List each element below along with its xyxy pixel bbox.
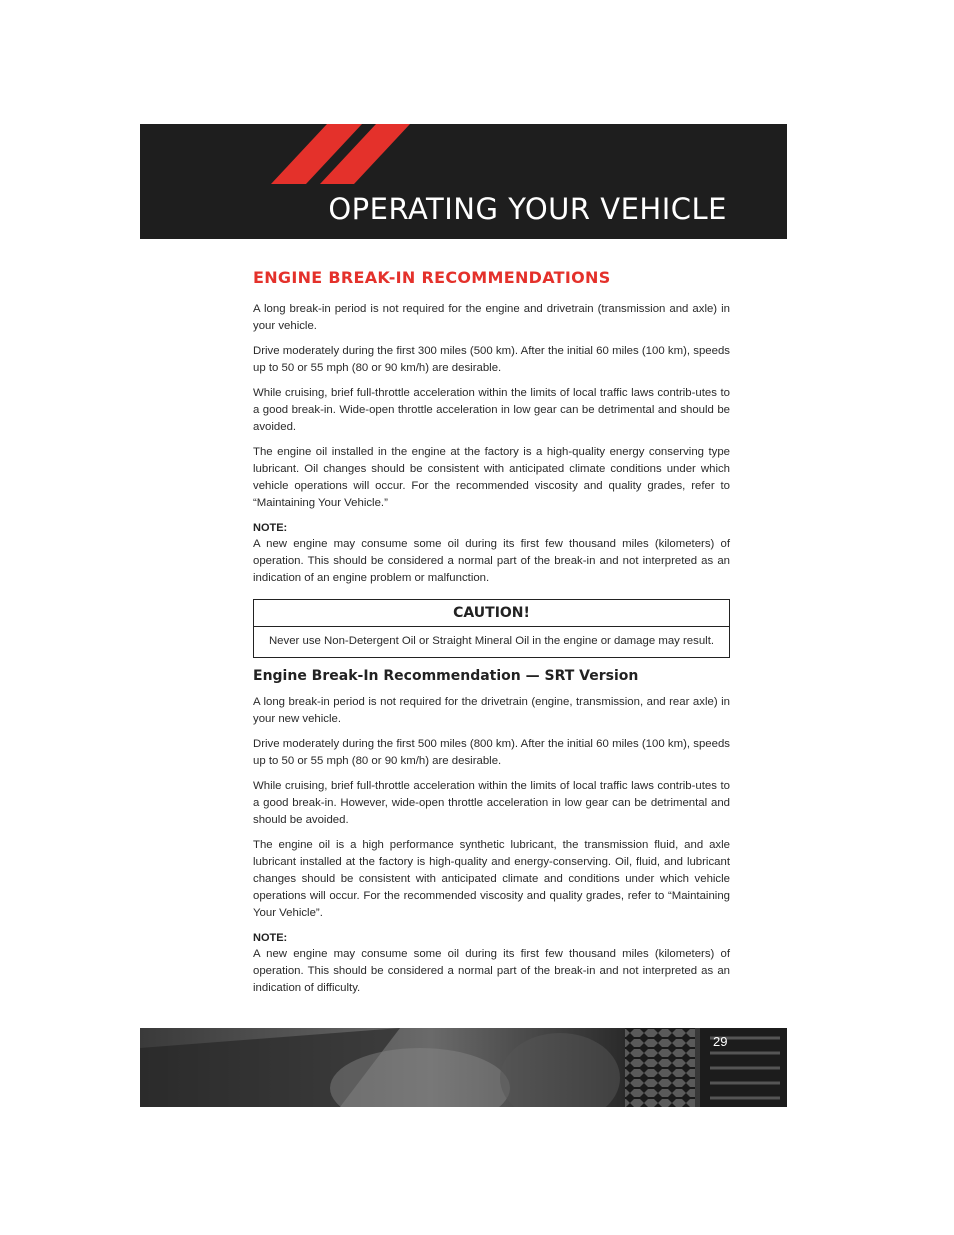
note-label: NOTE: [253, 932, 288, 944]
footer-background-image [140, 1028, 787, 1107]
chapter-title: OPERATING YOUR VEHICLE [328, 192, 727, 226]
page-content [253, 268, 730, 1005]
chapter-header [140, 124, 787, 239]
note-label: NOTE: [253, 522, 288, 534]
paragraph: Drive moderately during the first 500 miles (800 km). After the initial 60 miles (100 km), speeds up to 50 or 55 mph (80 or 90 km/h) are desirable. [253, 738, 730, 767]
caution-text: Never use Non-Detergent Oil or Straight Mineral Oil in the engine or damage may result. [268, 635, 715, 647]
paragraph: While cruising, brief full-throttle acceleration within the limits of local traffic laws contrib-utes to a good break-in. Wide-open throttle acceleration in low gear can be detrimental and should be avoided. [253, 387, 730, 433]
paragraph: While cruising, brief full-throttle acceleration within the limits of local traffic laws contrib-utes to a good break-in. However, wide-open throttle acceleration in low gear can be detrimental and should be avoided. [253, 780, 730, 826]
note-text: A new engine may consume some oil during its first few thousand miles (kilometers) of operation. This should be considered a normal part of the break-in and not interpreted as an indication of an engine problem or malfunction. [253, 538, 730, 584]
paragraph: The engine oil installed in the engine at the factory is a high-quality energy conserving type lubricant. Oil changes should be consistent with anticipated climate conditions under which vehicle operations will occur. For the recommended viscosity and quality grades, refer to “Maintaining Your Vehicle.” [253, 446, 730, 509]
note-text: A new engine may consume some oil during its first few thousand miles (kilometers) of operation. This should be considered a normal part of the break-in and not interpreted as an indication of difficulty. [253, 948, 730, 994]
paragraph: The engine oil is a high performance synthetic lubricant, the transmission fluid, and axle lubricant installed at the factory is high-quality and energy-conserving. Oil, fluid, and lubricant changes should be consistent with anticipated climate and conditions under which vehicle operations will occur. For the recommended viscosity and quality grades, refer to “Maintaining Your Vehicle”. [253, 839, 730, 919]
caution-box [253, 599, 730, 658]
section-title: ENGINE BREAK-IN RECOMMENDATIONS [253, 268, 611, 287]
subsection-title: Engine Break-In Recommendation — SRT Version [253, 668, 639, 684]
paragraph: A long break-in period is not required for the drivetrain (engine, transmission, and rear axle) in your new vehicle. [253, 696, 730, 725]
page-number: 29 [713, 1034, 728, 1049]
footer-photo-band [140, 1028, 787, 1107]
paragraph: Drive moderately during the first 300 miles (500 km). After the initial 60 miles (100 km), speeds up to 50 or 55 mph (80 or 90 km/h) are desirable. [253, 345, 730, 374]
caution-label: CAUTION! [254, 600, 729, 627]
paragraph: A long break-in period is not required for the engine and drivetrain (transmission and axle) in your vehicle. [253, 303, 730, 332]
